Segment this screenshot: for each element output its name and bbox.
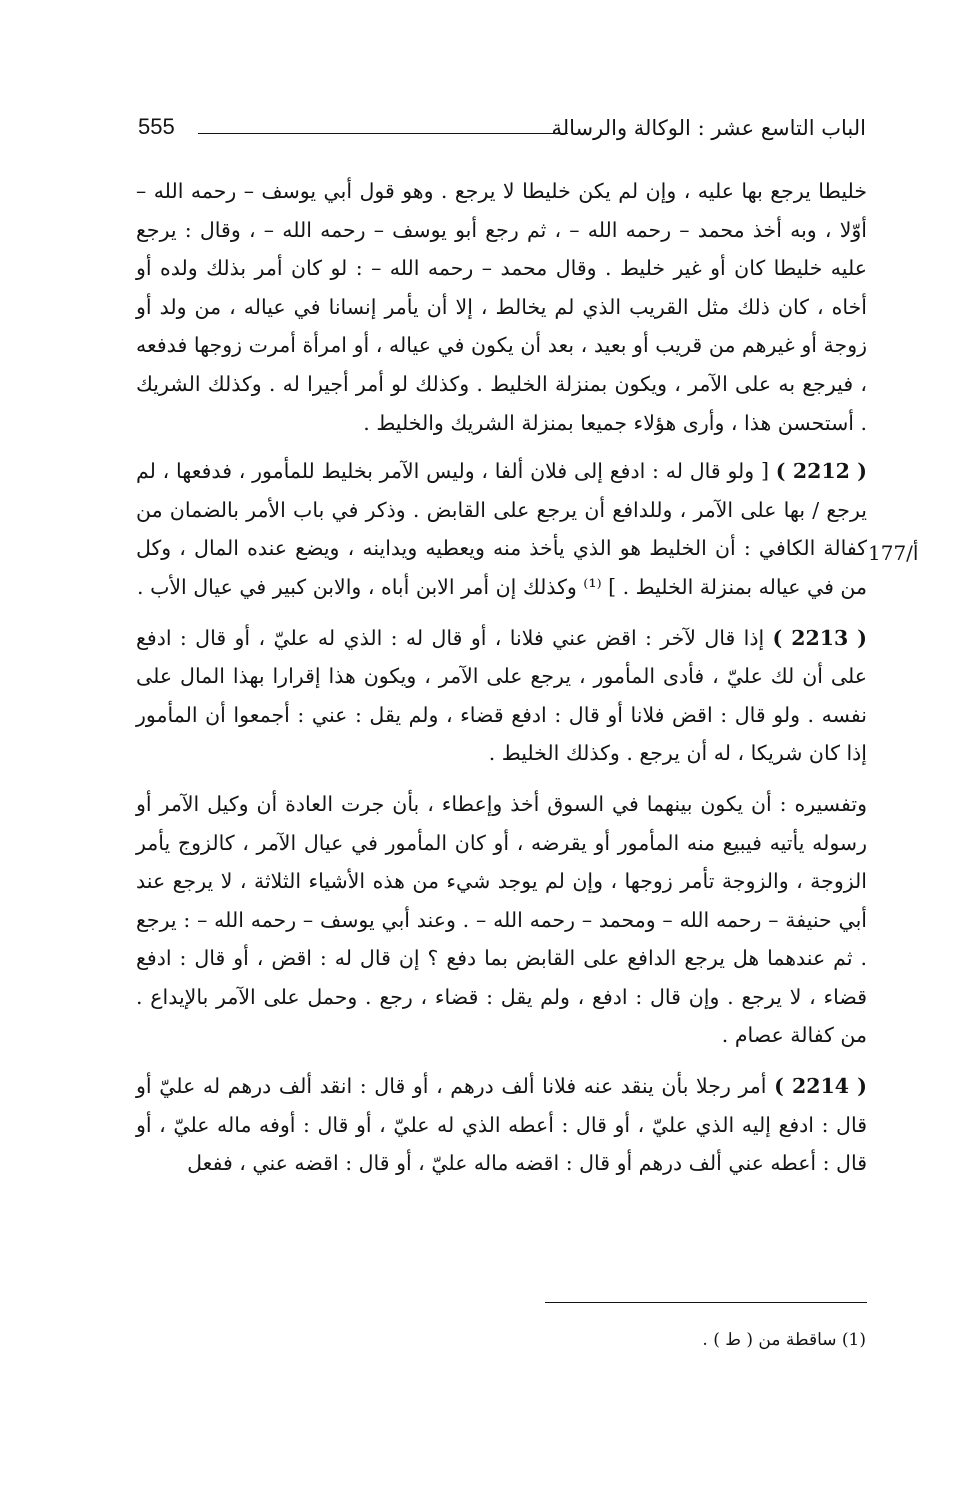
paragraph-text: وتفسيره : أن يكون بينهما في السوق أخذ وإعطاء ، بأن جرت العادة أن وكيل الآمر أو رسوله يأتيه فيبيع منه المأمور أو يقرضه ، أو كان المأمور في عيال الآمر ، كالزوج يأمر الزوجة ، والزوجة تأمر زوجها ، وإن لم يوجد شيء من هذه الأشياء الثلاثة ، لا يرجع عند أبي حنيفة – رحمه الله – ومحمد – رحمه الله – . وعند أبي يوسف – رحمه الله – : يرجع . ثم عندهما هل يرجع الدافع على القابض بما دفع ؟ إن قال له : اقض ، أو قال : ادفع قضاء ، لا يرجع . وإن قال : ادفع ، ولم يقل : قضاء ، رجع . وحمل على الآمر بالإيداع . من كفالة عصام . bbox=[136, 791, 867, 1048]
footnote: (1) ساقطة من ( ط ) . bbox=[702, 1330, 866, 1350]
section-number: ( 2213 ) bbox=[772, 625, 868, 650]
running-title: الباب التاسع عشر : الوكالة والرسالة bbox=[551, 116, 866, 140]
section-number: ( 2212 ) bbox=[775, 459, 867, 484]
paragraph-text: أمر رجلا بأن ينقد عنه فلانا ألف درهم ، أو قال : انقد ألف درهم له عليّ أو قال : ادفع إليه الذي عليّ ، أو قال : أعطه الذي له عليّ ، أو قال : أوفه ماله عليّ ، أو قال : أعطه عني ألف درهم أو قال : اقضه ماله عليّ ، أو قال : اقضه عني ، ففعل bbox=[136, 1074, 867, 1176]
paragraph-2214 bbox=[136, 1067, 867, 1183]
footnote-rule bbox=[545, 1302, 867, 1303]
paragraph-text: [ ولو قال له : ادفع إلى فلان ألفا ، وليس الآمر بخليط للمأمور ، فدفعها ، لم يرجع / بها على الآمر ، وللدافع أن يرجع على القابض . وذكر في باب الأمر بالضمان من كفالة الكافي : أن الخليط هو الذي يأخذ منه ويعطيه ويداينه ، ويضع عنده المال ، وكل من في عياله بمنزلة الخليط . ] ⁽¹⁾ وكذلك إن أمر الابن أباه ، والابن كبير في عيال الأب . bbox=[136, 459, 867, 599]
paragraph-text: خليطا يرجع بها عليه ، وإن لم يكن خليطا لا يرجع . وهو قول أبي يوسف – رحمه الله – أوّلا ، وبه أخذ محمد – رحمه الله – ، ثم رجع أبو يوسف – رحمه الله – ، وقال : يرجع عليه خليطا كان أو غير خليط . وقال محمد – رحمه الله – : لو كان أمر بذلك ولده أو أخاه ، كان ذلك مثل القريب الذي لم يخالط ، إلا أن يأمر إنسانا في عياله ، من ولد أو زوجة أو غيرهم من قريب أو بعيد ، بعد أن يكون في عياله ، أو امرأة أمرت زوجها فدفعه ، فيرجع به على الآمر ، ويكون بمنزلة الخليط . وكذلك لو أمر أجيرا له . وكذلك الشريك . أستحسن هذا ، وأرى هؤلاء جميعا بمنزلة الشريك والخليط . bbox=[136, 179, 867, 435]
paragraph-2213 bbox=[136, 619, 867, 773]
paragraph-text: إذا قال لآخر : اقض عني فلانا ، أو قال له : الذي له عليّ ، أو قال : ادفع على أن لك عليّ ، فأدى المأمور ، يرجع على الآمر ، ويكون هذا إقرارا بهذا المال على نفسه . ولو قال : اقض فلانا أو قال : ادفع قضاء ، ولم يقل : عني : أجمعوا أن المأمور إذا كان شريكا ، له أن يرجع . وكذلك الخليط . bbox=[136, 625, 867, 766]
paragraph-tafsir bbox=[136, 785, 867, 1055]
paragraph-2212 bbox=[136, 452, 867, 606]
page-number: 555 bbox=[138, 114, 175, 139]
main-text bbox=[136, 172, 867, 1195]
section-number: ( 2214 ) bbox=[774, 1074, 867, 1099]
margin-folio-note: 177/أ bbox=[868, 541, 919, 565]
header-rule bbox=[198, 133, 568, 134]
page-header bbox=[138, 112, 866, 152]
paragraph-continuation bbox=[136, 172, 867, 442]
